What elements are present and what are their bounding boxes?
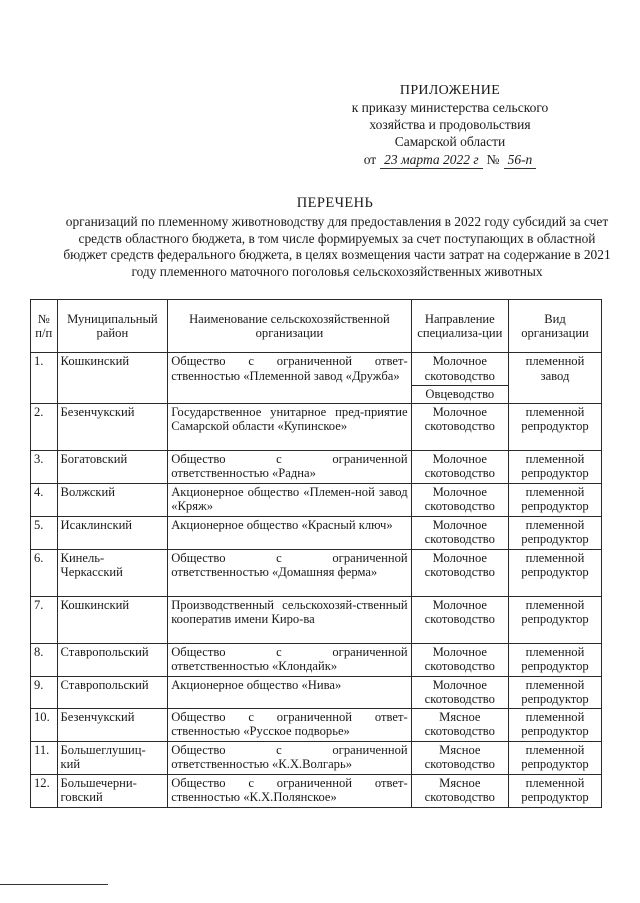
row-direction: Молочное скотоводство xyxy=(411,643,508,676)
row-direction: Молочное скотоводство xyxy=(411,483,508,516)
footnote-divider xyxy=(0,884,108,885)
row-kind: племенной репродуктор xyxy=(509,516,602,549)
handwritten-number: 56-п xyxy=(504,151,537,169)
row-num: 4. xyxy=(31,483,58,516)
header-direction: Направление специализа-ции xyxy=(411,300,508,353)
row-direction: Мясное скотоводство xyxy=(411,774,508,807)
row-direction: Молочное скотоводство xyxy=(411,676,508,708)
table-row xyxy=(31,643,602,676)
row-org: Общество с ограниченной ответственностью «Домашняя ферма» xyxy=(168,549,411,596)
row-kind: племенной репродуктор xyxy=(509,774,602,807)
appendix-block xyxy=(330,82,570,169)
table-row xyxy=(31,676,602,708)
row-kind: племенной репродуктор xyxy=(509,643,602,676)
document-subtitle: организаций по племенному животноводству для предоставления в 2022 году субсидий за счет средств областного бюджета, в том числе формируемых за счет поступающих в областной бюджет средств федерального бюджета, в целях возмещения части затрат на содержание в 2021 году племенного маточного поголовья сельскохозяйственных животных xyxy=(63,214,611,279)
row-num: 10. xyxy=(31,708,58,741)
row-district: Кошкинский xyxy=(57,353,168,404)
row-kind: племенной репродуктор xyxy=(509,741,602,774)
row-num: 3. xyxy=(31,450,58,483)
table-row xyxy=(31,516,602,549)
row-district: Кошкинский xyxy=(57,596,168,643)
table-header-row xyxy=(31,300,602,353)
appendix-heading: ПРИЛОЖЕНИЕ xyxy=(399,83,501,98)
row-district: Безенчукский xyxy=(57,403,168,450)
row-num: 11. xyxy=(31,741,58,774)
row-district: Большечерни-говский xyxy=(57,774,168,807)
row-kind: племенной репродуктор xyxy=(509,483,602,516)
row-org: Общество с ограниченной ответ-ственностью «К.Х.Полянское» xyxy=(168,774,411,807)
row-kind: племенной репродуктор xyxy=(509,708,602,741)
header-org: Наименование сельскохозяйственной организации xyxy=(168,300,411,353)
appendix-line-2: хозяйства и продовольствия xyxy=(369,117,531,132)
header-district: Муниципальный район xyxy=(57,300,168,353)
table-row xyxy=(31,483,602,516)
row-direction: Молочное скотоводство xyxy=(411,549,508,596)
table-row xyxy=(31,549,602,596)
row-num: 6. xyxy=(31,549,58,596)
order-date-number xyxy=(330,151,570,169)
row-org: Общество с ограниченной ответственностью «Клондайк» xyxy=(168,643,411,676)
row-district: Кинель-Черкасский xyxy=(57,549,168,596)
row-direction: Мясное скотоводство xyxy=(411,741,508,774)
row-direction: Мясное скотоводство xyxy=(411,708,508,741)
row-direction: Молочное скотоводство xyxy=(411,450,508,483)
row-kind: племенной репродуктор xyxy=(509,403,602,450)
row-org: Общество с ограниченной ответственностью «Радна» xyxy=(168,450,411,483)
document-title: ПЕРЕЧЕНЬ xyxy=(296,195,374,211)
header-kind: Вид организации xyxy=(509,300,602,353)
appendix-line-3: Самарской области xyxy=(394,134,506,149)
row-direction: Молочное скотоводство xyxy=(411,353,508,386)
row-num: 7. xyxy=(31,596,58,643)
row-num: 8. xyxy=(31,643,58,676)
table-row xyxy=(31,741,602,774)
table-row xyxy=(31,596,602,643)
row-district: Безенчукский xyxy=(57,708,168,741)
row-org: Акционерное общество «Нива» xyxy=(168,676,411,708)
row-org: Производственный сельскохозяй-ственный кооператив имени Киро-ва xyxy=(168,596,411,643)
row-org: Общество с ограниченной ответ-ственностью «Русское подворье» xyxy=(168,708,411,741)
table-row xyxy=(31,353,602,386)
table-row xyxy=(31,403,602,450)
row-district: Большеглушиц-кий xyxy=(57,741,168,774)
row-org: Государственное унитарное пред-приятие Самарской области «Купинское» xyxy=(168,403,411,450)
row-kind: племенной репродуктор xyxy=(509,549,602,596)
date-prefix: от xyxy=(363,152,377,167)
number-prefix: № xyxy=(486,152,500,167)
handwritten-date: 23 марта 2022 г xyxy=(380,151,483,169)
row-org: Общество с ограниченной ответственностью «К.Х.Волгарь» xyxy=(168,741,411,774)
row-org: Общество с ограниченной ответ-ственностью «Племенной завод «Дружба» xyxy=(168,353,411,404)
row-num: 9. xyxy=(31,676,58,708)
row-num: 12. xyxy=(31,774,58,807)
row-kind: племенной репродуктор xyxy=(509,450,602,483)
row-num: 2. xyxy=(31,403,58,450)
organizations-table xyxy=(30,299,602,808)
row-num: 1. xyxy=(31,353,58,404)
row-district: Богатовский xyxy=(57,450,168,483)
row-direction: Молочное скотоводство xyxy=(411,596,508,643)
row-district: Исаклинский xyxy=(57,516,168,549)
row-org: Акционерное общество «Красный ключ» xyxy=(168,516,411,549)
table-row xyxy=(31,708,602,741)
table-row xyxy=(31,450,602,483)
appendix-line-1: к приказу министерства сельского xyxy=(351,100,549,115)
row-district: Волжский xyxy=(57,483,168,516)
row-kind: племенной репродуктор xyxy=(509,596,602,643)
row-kind: племенной репродуктор xyxy=(509,676,602,708)
row-num: 5. xyxy=(31,516,58,549)
row-direction: Молочное скотоводство xyxy=(411,403,508,450)
row-kind: племенной завод xyxy=(509,353,602,404)
table-row xyxy=(31,774,602,807)
row-direction: Овцеводство xyxy=(411,386,508,404)
row-district: Ставропольский xyxy=(57,676,168,708)
header-num: № п/п xyxy=(31,300,58,353)
row-district: Ставропольский xyxy=(57,643,168,676)
row-org: Акционерное общество «Племен-ной завод «Кряж» xyxy=(168,483,411,516)
row-direction: Молочное скотоводство xyxy=(411,516,508,549)
